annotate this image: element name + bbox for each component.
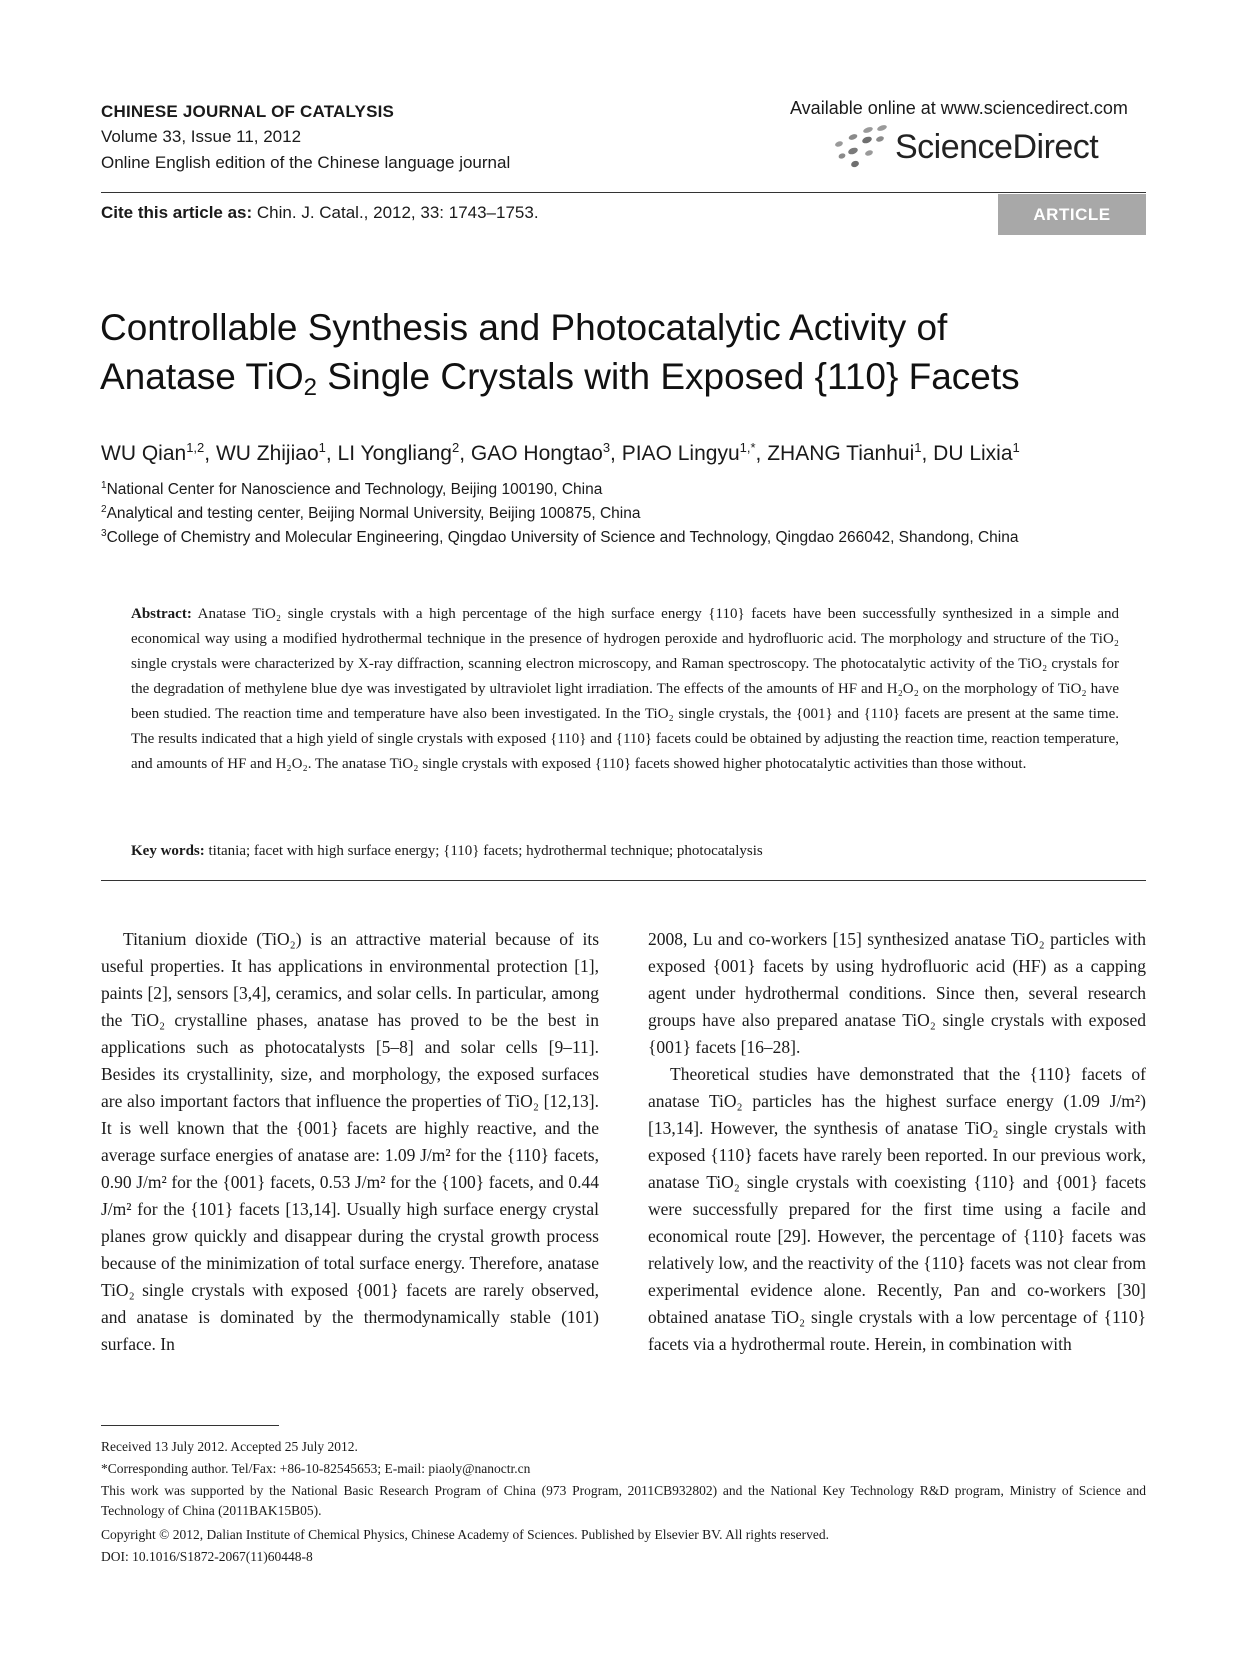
abstract (131, 602, 1119, 777)
author: DU Lixia$^1$ (933, 440, 1020, 465)
author-list: WU Qian$^{1,2}$, WU Zhijiao$^1$, LI Yongliang$^2$, GAO Hongtao$^3$, PIAO Lingyu$^{1,*}$, ZHANG Tianhui$^1$, DU Lixia$^1$ (101, 440, 1020, 465)
paper-title (100, 303, 1150, 412)
available-online-text: Available online at www.sciencedirect.com (790, 98, 1128, 118)
footnote-corresponding: *Corresponding author. Tel/Fax: +86-10-82545653; E-mail: piaoly@nanoctr.cn (101, 1461, 531, 1476)
title-line-1: Controllable Synthesis and Photocatalytic Activity of (100, 307, 948, 348)
header-divider (101, 192, 1146, 193)
article-type-badge: ARTICLE (998, 194, 1146, 235)
author: GAO Hongtao$^3$ (470, 440, 611, 465)
footnote-funding: This work was supported by the National Basic Research Program of China (973 Program, 2011CB932802) and the National Key Technology R&D program, Ministry of Science and Technology of China (2011BAK15B05). (101, 1483, 1146, 1518)
author: LI Yongliang$^2$ (337, 440, 460, 465)
keywords (131, 843, 763, 860)
journal-name: CHINESE JOURNAL OF CATALYSIS (101, 102, 395, 121)
abstract-divider (101, 880, 1146, 881)
journal-volume: Volume 33, Issue 11, 2012 (101, 127, 302, 146)
keywords-text: titania; facet with high surface energy; {110} facets; hydrothermal technique; photocatalysis (208, 843, 763, 859)
footnote-divider (101, 1425, 279, 1426)
sciencedirect-brand: ScienceDirect (895, 128, 1099, 166)
abstract-text: Anatase TiO₂ single crystals with a high percentage of the high surface energy {110} facets have been successfully synthesized in a simple and economical way using a modified hydrothermal technique in the presence of hydrogen peroxide and hydrofluoric acid. The morphology and structure of the TiO₂ single crystals were characterized by X-ray diffraction, scanning electron microscopy, and Raman spectroscopy. The photocatalytic activity of the TiO₂ crystals for the degradation of methylene blue dye was investigated by ultraviolet light irradiation. The effects of the amounts of HF and H₂O₂ on the morphology of TiO₂ have been studied. The reaction time and temperature have also been investigated. In the TiO₂ single crystals, the {001} and {110} facets are present at the same time. The results indicated that a high yield of single crystals with exposed {110} and {110} facets could be obtained by adjusting the reaction time, reaction temperature, and amounts of HF and H₂O₂. The anatase TiO₂ single crystals with exposed {110} facets showed higher photocatalytic activities than those without. (131, 606, 1119, 772)
journal-edition: Online English edition of the Chinese language journal (101, 153, 511, 172)
body-paragraph: Titanium dioxide (TiO₂) is an attractive material because of its useful properties. It has applications in environmental protection [1], paints [2], sensors [3,4], ceramics, and solar cells. In particular, among the TiO₂ crystalline phases, anatase has proved to be the best in applications such as photocatalysts [5–8] and solar cells [9–11]. Besides its crystallinity, size, and morphology, the exposed surfaces are also important factors that influence the properties of TiO₂ [12,13]. It is well known that the {001} facets are highly reactive, and the average surface energies of anatase are: 1.09 J/m² for the {110} facets, 0.90 J/m² for the {001} facets, 0.53 J/m² for the {100} facets, and 0.44 J/m² for the {101} facets [13,14]. Usually high surface energy crystal planes grow quickly and disappear during the crystal growth process because of the minimization of total surface energy. Therefore, anatase TiO₂ single crystals with exposed {001} facets are rarely observed, and anatase is dominated by the thermodynamically stable (101) surface. In (101, 929, 599, 1354)
cite-line (101, 203, 539, 223)
affiliation: $^2$Analytical and testing center, Beijing Normal University, Beijing 100875, China (101, 504, 641, 523)
footnote-doi: DOI: 10.1016/S1872-2067(11)60448-8 (101, 1549, 313, 1564)
author: PIAO Lingyu$^{1,*}$ (621, 440, 756, 465)
footnote-copyright: Copyright © 2012, Dalian Institute of Chemical Physics, Chinese Academy of Sciences. Published by Elsevier BV. All rights reserved. (101, 1527, 830, 1542)
keywords-label: Key words: (131, 843, 205, 859)
body-column-left (101, 926, 599, 1358)
body-paragraph: 2008, Lu and co-workers [15] synthesized anatase TiO₂ particles with exposed {001} facets by using hydrofluoric acid (HF) as a capping agent under hydrothermal conditions. Since then, several research groups have also prepared anatase TiO₂ single crystals with exposed {001} facets [16–28]. (648, 929, 1146, 1057)
sciencedirect-dots-icon (820, 124, 900, 174)
sciencedirect-logo (820, 124, 1120, 180)
author: WU Zhijiao$^1$ (215, 440, 326, 465)
affiliation: $^3$College of Chemistry and Molecular Engineering, Qingdao University of Science and Technology, Qingdao 266042, Shandong, China (101, 528, 1019, 547)
abstract-label: Abstract: (131, 606, 192, 622)
cite-text: Chin. J. Catal., 2012, 33: 1743–1753. (256, 203, 539, 222)
author: WU Qian$^{1,2}$ (101, 440, 205, 465)
author: ZHANG Tianhui$^1$ (767, 440, 922, 465)
title-line-2: Anatase TiO$_2$ Single Crystals with Exposed {110} Facets (100, 356, 1020, 401)
footnote-received: Received 13 July 2012. Accepted 25 July 2012. (101, 1439, 358, 1454)
affiliation: $^1$National Center for Nanoscience and Technology, Beijing 100190, China (101, 480, 603, 499)
body-paragraph: Theoretical studies have demonstrated that the {110} facets of anatase TiO₂ particles has the highest surface energy (1.09 J/m²) [13,14]. However, the synthesis of anatase TiO₂ single crystals with exposed {110} facets have rarely been reported. In our previous work, anatase TiO₂ single crystals with coexisting {110} and {001} facets were successfully prepared for the first time using a facile and economical route [29]. However, the percentage of {110} facets was relatively low, and the reactivity of the {110} facets was not clear from experimental evidence alone. Recently, Pan and co-workers [30] obtained anatase TiO₂ single crystals with a low percentage of {110} facets via a hydrothermal route. Herein, in combination with (648, 1064, 1146, 1354)
body-column-right (648, 926, 1146, 1358)
cite-label: Cite this article as: (101, 203, 253, 222)
